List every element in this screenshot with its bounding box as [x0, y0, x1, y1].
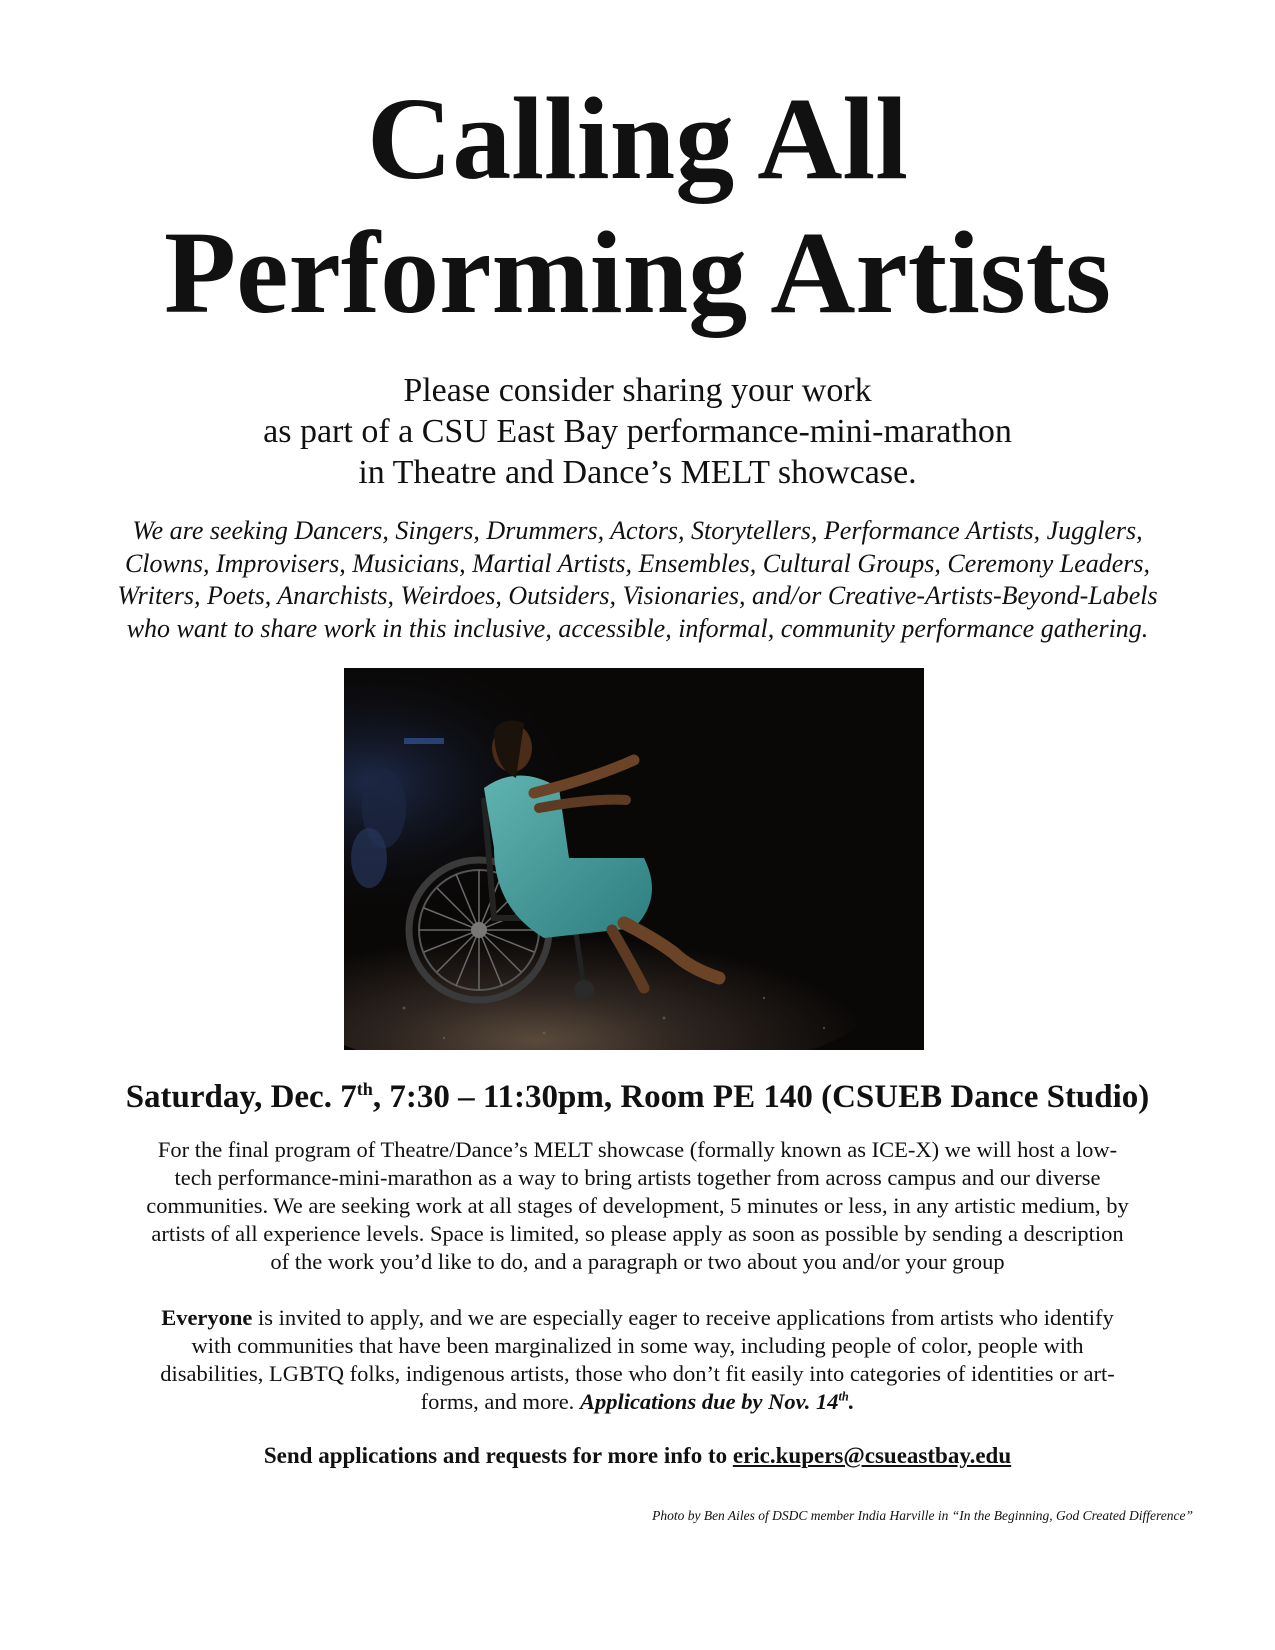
program-description	[75, 1136, 1200, 1276]
event-date-location	[0, 1077, 1275, 1117]
subtitle-line-2: as part of a CSU East Bay performance-mini-marathon	[263, 413, 1012, 450]
invitation-line-2: with communities that have been marginalized in some way, including people of color, people with	[191, 1333, 1084, 1358]
program-line-2: tech performance-mini-marathon as a way to bring artists together from across campus and our diverse	[174, 1165, 1101, 1190]
invitation-description	[75, 1304, 1200, 1416]
event-day: Saturday, Dec. 7	[125, 1079, 357, 1115]
flyer-title	[0, 72, 1275, 340]
program-line-4: artists of all experience levels. Space is limited, so please apply as soon as possible by sending a description	[151, 1221, 1124, 1246]
title-line-1: Calling All	[367, 73, 908, 204]
event-details: , 7:30 – 11:30pm, Room PE 140 (CSUEB Dance Studio)	[372, 1079, 1150, 1115]
event-day-suffix: th	[356, 1079, 373, 1099]
seeking-line-4: who want to share work in this inclusive, accessible, informal, community performance gathering.	[126, 613, 1149, 643]
seeking-list	[70, 515, 1205, 645]
invitation-line-4: forms, and more.	[420, 1389, 580, 1414]
invitation-line-3: disabilities, LGBTQ folks, indigenous artists, those who don’t fit easily into categories of identities or art-	[160, 1361, 1115, 1386]
due-suffix: th	[838, 1389, 849, 1404]
photo-credit: Photo by Ben Ailes of DSDC member India Harville in “In the Beginning, God Created Difference”	[652, 1508, 1193, 1523]
invitation-line-1: is invited to apply, and we are especially eager to receive applications from artists who identify	[252, 1305, 1114, 1330]
seeking-line-2: Clowns, Improvisers, Musicians, Martial Artists, Ensembles, Cultural Groups, Ceremony Leaders,	[124, 548, 1151, 578]
applications-due	[580, 1389, 854, 1414]
subtitle-line-1: Please consider sharing your work	[403, 372, 872, 409]
contact-line	[0, 1441, 1275, 1471]
title-line-2: Performing Artists	[164, 207, 1111, 338]
due-text: Applications due by Nov. 14	[579, 1389, 839, 1414]
program-line-3: communities. We are seeking work at all stages of development, 5 minutes or less, in any artistic medium, by	[146, 1193, 1129, 1218]
invitation-lead: Everyone	[161, 1305, 253, 1330]
contact-email-link[interactable]: eric.kupers@csueastbay.edu	[732, 1443, 1012, 1468]
contact-text: Send applications and requests for more info to	[263, 1443, 733, 1468]
seeking-line-3: Writers, Poets, Anarchists, Weirdoes, Outsiders, Visionaries, and/or Creative-Artists-Beyond-Labels	[117, 581, 1158, 610]
seeking-line-1: We are seeking Dancers, Singers, Drummers, Actors, Storytellers, Performance Artists, Jugglers,	[132, 516, 1143, 545]
subtitle	[0, 370, 1275, 493]
program-line-5: of the work you’d like to do, and a paragraph or two about you and/or your group	[270, 1249, 1005, 1274]
due-end: .	[848, 1389, 855, 1414]
dancer-in-wheelchair-photo	[344, 668, 924, 1050]
subtitle-line-3: in Theatre and Dance’s MELT showcase.	[358, 454, 917, 491]
program-line-1: For the final program of Theatre/Dance’s MELT showcase (formally known as ICE-X) we will host a low-	[157, 1137, 1118, 1162]
